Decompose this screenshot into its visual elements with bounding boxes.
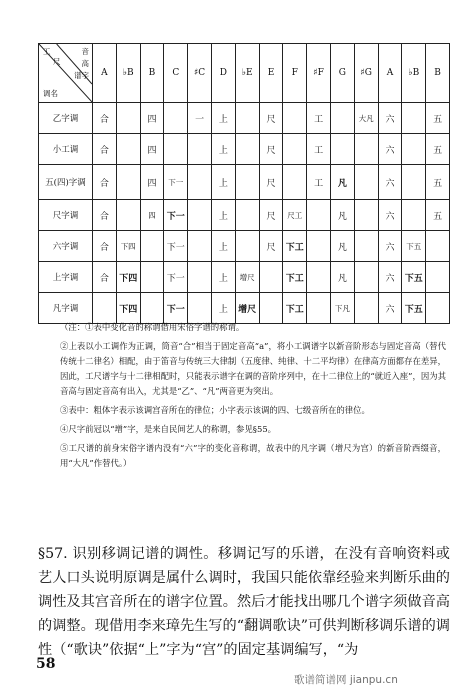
table-cell: 上 <box>211 262 235 293</box>
table-corner-cell <box>39 44 93 103</box>
table-cell <box>164 134 188 165</box>
table-cell <box>307 200 331 231</box>
note-1: （注：①表中变化音的称谓借用宋俗字谱的称谓。 <box>60 322 245 332</box>
table-cell <box>116 200 140 231</box>
table-cell <box>307 231 331 262</box>
table-notes <box>60 320 446 475</box>
table-cell <box>283 103 307 134</box>
table-cell: 五 <box>426 165 450 200</box>
table-cell <box>330 103 354 134</box>
mode-name: 上字调 <box>39 262 93 293</box>
mode-name: 六字调 <box>39 231 93 262</box>
table-row <box>39 200 450 231</box>
table-cell <box>402 165 426 200</box>
mode-name: 乙字调 <box>39 103 93 134</box>
table-cell: 一 <box>188 103 212 134</box>
table-cell: 六 <box>378 262 402 293</box>
table-cell: 合 <box>93 262 117 293</box>
table-cell: 下一 <box>164 200 188 231</box>
table-cell <box>235 165 259 200</box>
table-cell <box>402 134 426 165</box>
corner-label-chi: 尺 <box>53 57 61 66</box>
tuning-table <box>38 43 450 324</box>
table-cell: 六 <box>378 134 402 165</box>
table-cell: 下一 <box>164 231 188 262</box>
corner-label-diaoming: 调名 <box>43 89 58 98</box>
table-cell <box>235 231 259 262</box>
pitch-header: F <box>283 44 307 103</box>
pitch-header: ♭B <box>402 44 426 103</box>
corner-label-gao: 高 <box>81 59 89 68</box>
table-cell: 上 <box>211 134 235 165</box>
table-cell <box>93 293 117 324</box>
table-cell <box>188 165 212 200</box>
table-cell: 凡 <box>330 262 354 293</box>
table-cell: 下四 <box>116 293 140 324</box>
table-cell: 四 <box>140 134 164 165</box>
table-cell: 尺 <box>259 134 283 165</box>
table-cell: 下一 <box>164 165 188 200</box>
table-cell: 四 <box>140 165 164 200</box>
table-cell: 四 <box>140 200 164 231</box>
table-cell: 凡 <box>330 165 354 200</box>
table-cell <box>307 262 331 293</box>
table-cell: 凡 <box>330 200 354 231</box>
table-cell: 尺 <box>259 200 283 231</box>
table-cell <box>259 293 283 324</box>
table-cell <box>259 262 283 293</box>
mode-name: 凡字调 <box>39 293 93 324</box>
pitch-header: A <box>378 44 402 103</box>
table-cell: 上 <box>211 165 235 200</box>
table-cell <box>140 262 164 293</box>
table-cell: 上 <box>211 293 235 324</box>
table-cell: 合 <box>93 231 117 262</box>
pitch-header: B <box>140 44 164 103</box>
table-row <box>39 262 450 293</box>
note-3: ③表中：粗体字表示该调宫音所在的律位；小字表示该调的四、七级音所在的律位。 <box>60 405 370 415</box>
table-cell: 上 <box>211 231 235 262</box>
mode-name: 小工调 <box>39 134 93 165</box>
table-cell <box>188 262 212 293</box>
table-cell: 下一 <box>164 262 188 293</box>
corner-label-puzi: 谱字 <box>74 71 89 80</box>
table-cell <box>402 200 426 231</box>
table-cell: 上 <box>211 200 235 231</box>
pitch-header: C <box>164 44 188 103</box>
table-cell <box>188 200 212 231</box>
site-watermark: 歌谱简谱网 jianpu.cn <box>294 674 398 686</box>
table-cell <box>354 262 378 293</box>
pitch-header: E <box>259 44 283 103</box>
corner-label-gong: 工 <box>43 47 51 56</box>
table-cell: 下凡 <box>330 293 354 324</box>
table-cell: 下四 <box>116 262 140 293</box>
table-row <box>39 134 450 165</box>
table-cell <box>354 293 378 324</box>
note-2: ②上表以小工调作为正调，筒音“合”相当于固定音高“a”，将小工调谱字以新音阶形态与固定音高（替代传统十二律名）相配，由于笛音与传统三大律制（五度律、纯律、十二平均律）在律高方面都存在差异，因此，工尺谱字与十二律相配时，只能表示谱字在调的音阶序列中，在十二律位上的“就近入座”，因为其音高与固定音高有出入，尤其是“乙”、“凡”两音更为突出。 <box>60 341 446 396</box>
pitch-header: A <box>93 44 117 103</box>
table-cell <box>402 103 426 134</box>
table-cell <box>330 134 354 165</box>
table-cell: 合 <box>93 200 117 231</box>
pitch-header: ♭E <box>235 44 259 103</box>
table-cell <box>140 231 164 262</box>
table-cell <box>426 262 450 293</box>
table-cell: 尺 <box>259 165 283 200</box>
table-cell <box>164 103 188 134</box>
table-cell <box>426 231 450 262</box>
table-cell: 六 <box>378 165 402 200</box>
pitch-header: ♯F <box>307 44 331 103</box>
table-cell <box>116 134 140 165</box>
table-cell: 合 <box>93 165 117 200</box>
pitch-header: ♭B <box>116 44 140 103</box>
table-cell <box>283 165 307 200</box>
table-cell: 下工 <box>283 262 307 293</box>
pitch-header: G <box>330 44 354 103</box>
table-cell: 六 <box>378 231 402 262</box>
table-cell: 尺工 <box>283 200 307 231</box>
table-cell: 工 <box>307 134 331 165</box>
table-row <box>39 165 450 200</box>
mode-name: 尺字调 <box>39 200 93 231</box>
table-cell: 大凡 <box>354 103 378 134</box>
table-cell: 合 <box>93 103 117 134</box>
section-57-paragraph <box>38 542 450 662</box>
table-cell: 工 <box>307 165 331 200</box>
table-cell: 增尺 <box>235 293 259 324</box>
table-cell <box>235 134 259 165</box>
table-cell: 下五 <box>402 231 426 262</box>
table-cell <box>426 293 450 324</box>
table-cell: 五 <box>426 134 450 165</box>
table-cell <box>235 200 259 231</box>
corner-label-yin: 音 <box>81 47 89 56</box>
page-number: 58 <box>36 656 56 672</box>
table-cell <box>307 293 331 324</box>
table-cell: 凡 <box>330 231 354 262</box>
table-cell <box>188 231 212 262</box>
table-cell: 下四 <box>116 231 140 262</box>
table-cell: 增尺 <box>235 262 259 293</box>
table-row <box>39 231 450 262</box>
table-header-row <box>39 44 450 103</box>
mode-name: 五(四)字调 <box>39 165 93 200</box>
table-cell <box>140 293 164 324</box>
table-cell <box>283 134 307 165</box>
table-row <box>39 103 450 134</box>
table-cell: 六 <box>378 103 402 134</box>
table-cell <box>116 103 140 134</box>
table-cell: 四 <box>140 103 164 134</box>
body-paragraph: §57. 识别移调记谱的调性。移调记写的乐谱，在没有音响资料或艺人口头说明原调是属什么调时，我国只能依靠经验来判断乐曲的调性及其宫音所在的谱字位置。然后才能找出哪几个谱字须做音高的调整。现借用李来璋先生写的“翻调歌诀”可供判断移调乐谱的调性（“歌诀”依据“上”字为“宫”的固定基调编写，“为 <box>38 546 450 658</box>
note-4: ④尺字前冠以“增”字，是来自民间艺人的称谓，参见§55。 <box>60 424 277 434</box>
table-cell: 下五 <box>402 262 426 293</box>
table-cell: 尺 <box>259 103 283 134</box>
note-5: ⑤工尺谱的前身宋俗字谱内没有“六”字的变化音称谓，故表中的凡字调（增尺为宫）的新音阶西缀音，用“大凡”作替代。） <box>60 443 446 468</box>
table-cell: 五 <box>426 103 450 134</box>
table-cell: 工 <box>307 103 331 134</box>
pitch-header: ♯G <box>354 44 378 103</box>
table-cell <box>116 165 140 200</box>
pitch-header: ♯C <box>188 44 212 103</box>
table-cell: 下一 <box>164 293 188 324</box>
table-cell: 下工 <box>283 231 307 262</box>
table-cell: 尺 <box>259 231 283 262</box>
table-cell <box>354 200 378 231</box>
table-cell <box>354 165 378 200</box>
table-cell: 上 <box>211 103 235 134</box>
table-cell <box>354 231 378 262</box>
pitch-header: B <box>426 44 450 103</box>
table-cell: 六 <box>378 293 402 324</box>
table-cell: 合 <box>93 134 117 165</box>
table-cell: 六 <box>378 200 402 231</box>
table-cell: 五 <box>426 200 450 231</box>
table-cell: 下五 <box>402 293 426 324</box>
table-cell: 下工 <box>283 293 307 324</box>
pitch-header: D <box>211 44 235 103</box>
table-cell <box>235 103 259 134</box>
table-cell <box>188 293 212 324</box>
table-row <box>39 293 450 324</box>
table-cell <box>188 134 212 165</box>
table-cell <box>354 134 378 165</box>
